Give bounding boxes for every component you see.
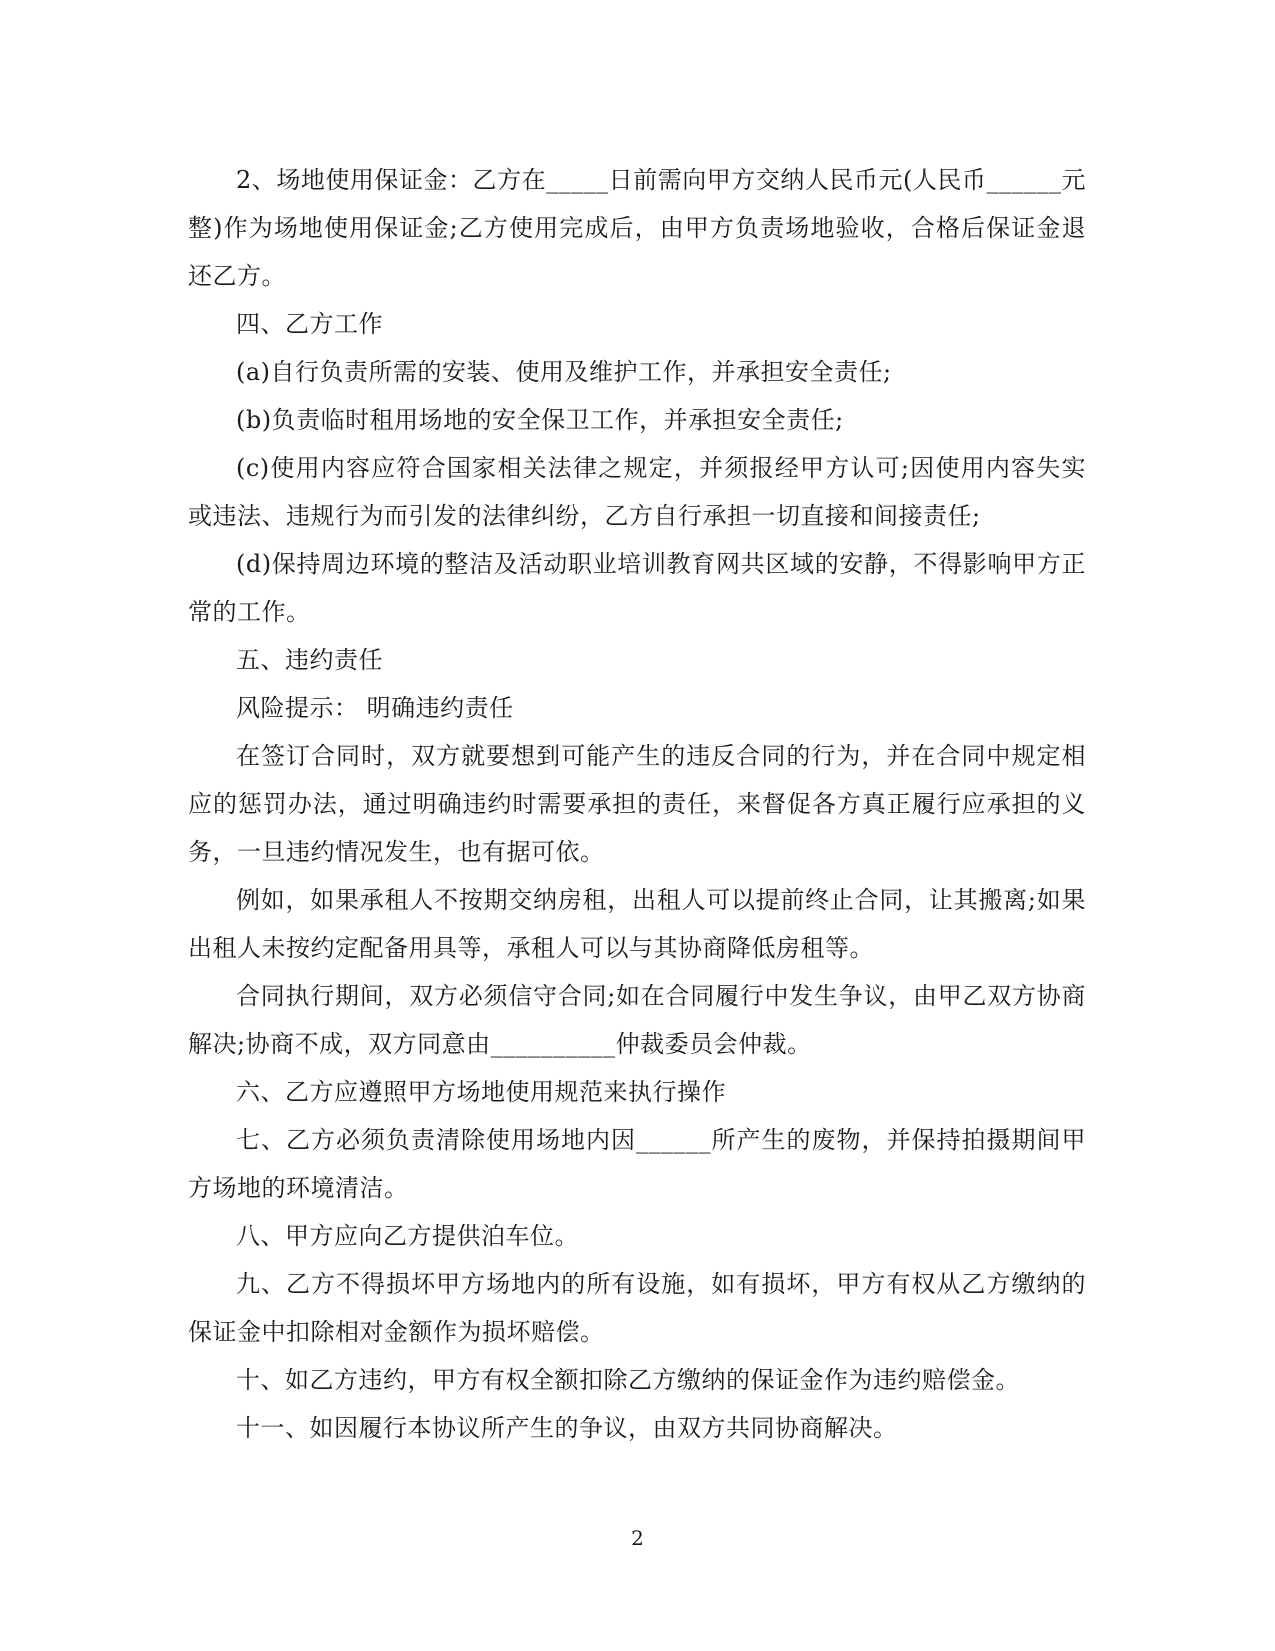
paragraph-clause-six: 六、乙方应遵照甲方场地使用规范来执行操作: [236, 1078, 726, 1106]
paragraph-deposit: 2、场地使用保证金：乙方在_____日前需向甲方交纳人民币元(人民币______元整)作为场地使用保证金;乙方使用完成后，由甲方负责场地验收，合格后保证金退还乙方。: [188, 166, 1086, 290]
page-number: 2: [631, 1526, 644, 1550]
paragraph-breach-explanation: 在签订合同时，双方就要想到可能产生的违反合同的行为，并在合同中规定相应的惩罚办法，通过明确违约时需要承担的责任，来督促各方真正履行应承担的义务，一旦违约情况发生，也有据可依。: [188, 742, 1086, 866]
paragraph-risk-tip: 风险提示： 明确违约责任: [236, 694, 514, 722]
document-body: [188, 156, 1086, 1452]
paragraph-clause-nine: 九、乙方不得损坏甲方场地内的所有设施，如有损坏，甲方有权从乙方缴纳的保证金中扣除相对金额作为损坏赔偿。: [188, 1270, 1086, 1346]
paragraph-item-a: (a)自行负责所需的安装、使用及维护工作，并承担安全责任;: [236, 358, 892, 386]
heading-breach-liability: 五、违约责任: [236, 646, 383, 674]
paragraph-clause-seven: 七、乙方必须负责清除使用场地内因______所产生的废物，并保持拍摄期间甲方场地的环境清洁。: [188, 1126, 1086, 1202]
heading-party-b-work: 四、乙方工作: [236, 310, 383, 338]
paragraph-item-b: (b)负责临时租用场地的安全保卫工作，并承担安全责任;: [236, 406, 844, 434]
paragraph-item-c: (c)使用内容应符合国家相关法律之规定，并须报经甲方认可;因使用内容失实或违法、违规行为而引发的法律纠纷，乙方自行承担一切直接和间接责任;: [188, 454, 1086, 530]
paragraph-clause-eleven: 十一、如因履行本协议所产生的争议，由双方共同协商解决。: [236, 1414, 898, 1442]
paragraph-item-d: (d)保持周边环境的整洁及活动职业培训教育网共区域的安静，不得影响甲方正常的工作。: [188, 550, 1086, 626]
paragraph-clause-eight: 八、甲方应向乙方提供泊车位。: [236, 1222, 579, 1250]
paragraph-arbitration: 合同执行期间，双方必须信守合同;如在合同履行中发生争议，由甲乙双方协商解决;协商不成，双方同意由__________仲裁委员会仲裁。: [188, 982, 1086, 1058]
paragraph-example: 例如，如果承租人不按期交纳房租，出租人可以提前终止合同，让其搬离;如果出租人未按约定配备用具等，承租人可以与其协商降低房租等。: [188, 886, 1086, 962]
paragraph-clause-ten: 十、如乙方违约，甲方有权全额扣除乙方缴纳的保证金作为违约赔偿金。: [236, 1366, 1020, 1394]
